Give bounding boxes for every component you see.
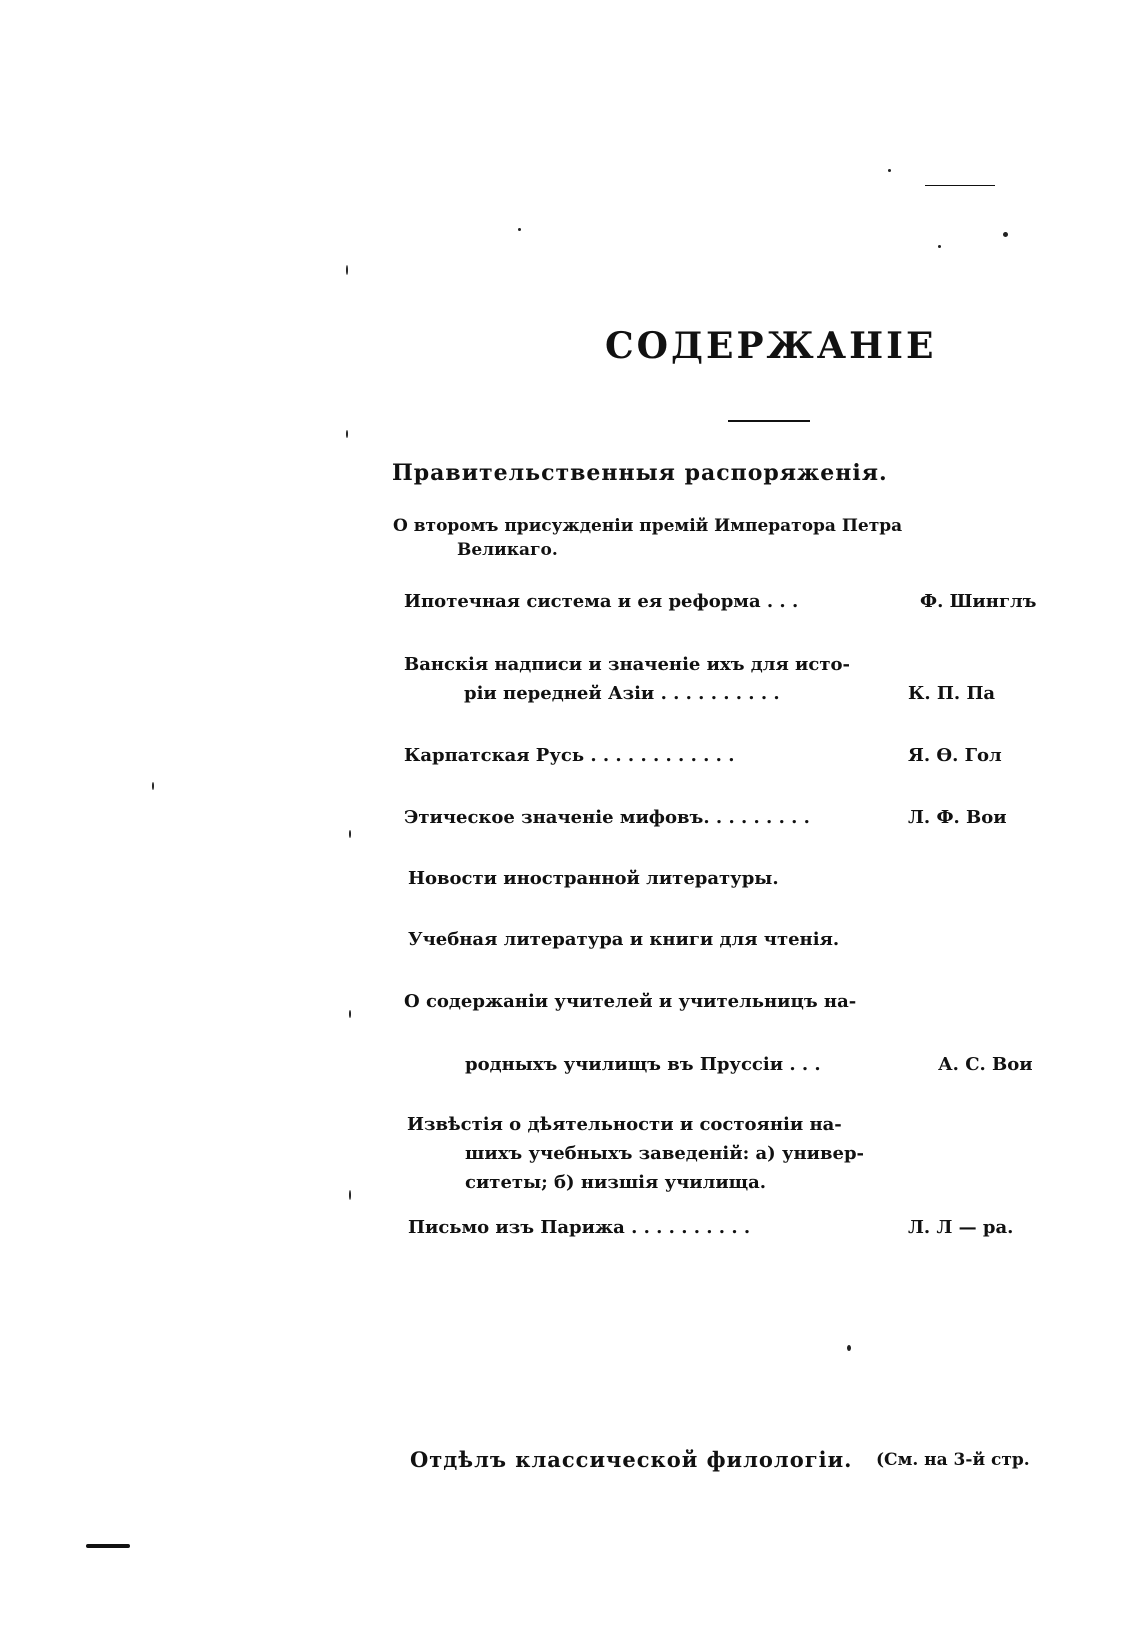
section-heading: Правительственныя распоряженія.: [392, 460, 888, 486]
entry-leader-dots: . . .: [766, 591, 799, 612]
entry-title: Учебная литература и книги для чтенія.: [408, 929, 840, 950]
toc-entry-ethical-myths: [404, 803, 810, 832]
entry-title-line-1: О содержаніи учителей и учительницъ на-: [404, 991, 857, 1012]
entry-title: Новости иностранной литературы.: [408, 868, 779, 889]
footer-page-reference: (См. на 3-й стр.: [876, 1450, 1030, 1470]
toc-entry-carpathian-rus: [404, 741, 734, 770]
entry-title-line-3: ситеты; б) низшія училища.: [465, 1172, 767, 1193]
toc-entry-van-inscriptions: [404, 650, 924, 708]
entry-author: Л. Ф. Вои: [908, 807, 1007, 828]
toc-entry-letter-paris: [408, 1213, 750, 1242]
notice-line-2: Великаго.: [457, 540, 558, 560]
footer-section-title: Отдѣлъ классической филологіи.: [410, 1447, 853, 1472]
margin-dash-mark: [86, 1544, 130, 1548]
entry-title: Карпатская Русь: [404, 745, 585, 766]
entry-title-line-1: Извѣстія о дѣятельности и состояніи на-: [407, 1114, 842, 1135]
entry-title: Ипотечная система и ея реформа: [404, 591, 761, 612]
scan-line-mark: [925, 185, 995, 186]
toc-entry-teachers-prussia-cont: [465, 1050, 821, 1079]
entry-title-line-2: родныхъ училищъ въ Пруссіи: [465, 1054, 784, 1075]
entry-title: Письмо изъ Парижа: [408, 1217, 625, 1238]
scan-speck: [518, 228, 521, 231]
scan-speck: [349, 830, 351, 838]
notice-line-1: О второмъ присужденіи премій Императора Петра: [393, 516, 903, 536]
toc-entry-educational-literature: [408, 925, 839, 954]
scan-speck: [1003, 232, 1008, 237]
entry-leader-dots: . . . . . . . . . . . .: [590, 745, 735, 766]
entry-leader-dots: . . . . . . . . . .: [631, 1217, 751, 1238]
entry-title-line-1: Ванскія надписи и значеніе ихъ для исто-: [404, 654, 851, 675]
scan-speck: [847, 1345, 851, 1351]
entry-title-line-2: шихъ учебныхъ заведеній: а) универ-: [465, 1143, 865, 1164]
scan-speck: [349, 1010, 351, 1018]
entry-author: А. С. Вои: [938, 1054, 1033, 1075]
entry-leader-dots: . . . . . . . . . .: [660, 683, 780, 704]
entry-title: Этическое значеніе мифовъ.: [404, 807, 710, 828]
entry-author: Ф. Шинглъ: [920, 591, 1037, 612]
toc-entry-mortgage: [404, 587, 798, 616]
toc-entry-teachers-prussia: [404, 987, 924, 1016]
scan-speck: [888, 169, 891, 172]
scan-speck: [938, 245, 941, 248]
entry-author: Я. Ѳ. Гол: [908, 745, 1002, 766]
entry-title-line-2: ріи передней Азіи: [464, 683, 655, 704]
scan-speck: [152, 782, 154, 790]
page-title: СОДЕРЖАНІЕ: [605, 325, 937, 367]
scan-speck: [346, 430, 348, 438]
entry-leader-dots: . . . . . . . .: [715, 807, 810, 828]
entry-author: Л. Л — ра.: [908, 1217, 1014, 1238]
scan-speck: [346, 265, 348, 275]
notice-entry: [393, 514, 923, 562]
toc-entry-news-institutions: [407, 1110, 927, 1197]
title-underline: [728, 420, 810, 422]
scan-speck: [349, 1190, 351, 1200]
toc-entry-foreign-literature: [408, 864, 779, 893]
entry-author: К. П. Па: [908, 683, 996, 704]
entry-leader-dots: . . .: [789, 1054, 821, 1075]
